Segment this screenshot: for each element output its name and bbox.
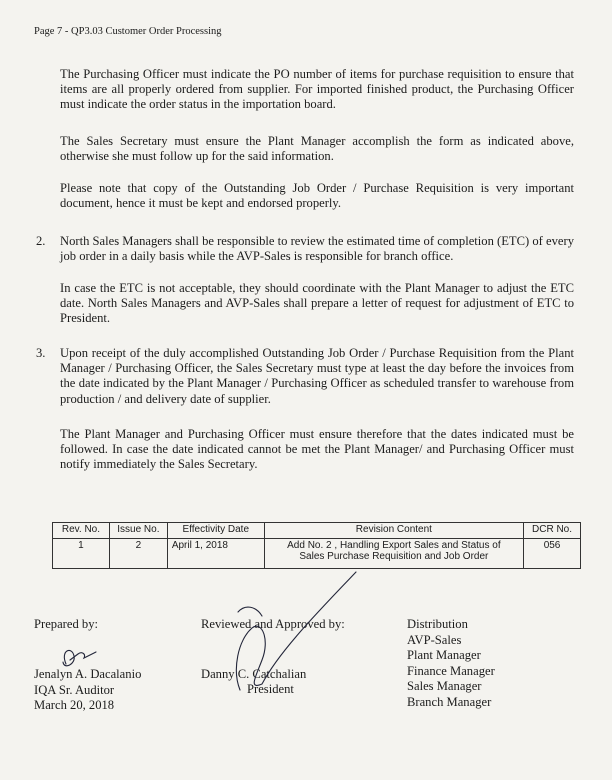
distribution-item-finance-manager: Finance Manager <box>407 663 495 678</box>
revision-table-header-row <box>53 523 581 539</box>
distribution-item-sales-manager: Sales Manager <box>407 679 482 694</box>
prepared-by-title: IQA Sr. Auditor <box>34 682 115 697</box>
prepared-by-name: Jenalyn A. Dacalanio <box>34 667 142 681</box>
reviewed-by-label: Reviewed and Approved by: <box>201 617 345 631</box>
header-rev-no: Rev. No. <box>53 523 110 539</box>
paragraph-dates-followed: The Plant Manager and Purchasing Officer must ensure therefore that the dates indicated must be followed. In case the date indicated cannot be met the Plant Manager/ and Purchasing Officer must notify immediately the Sales Secretary. <box>60 427 574 472</box>
cell-rev-no: 1 <box>53 539 110 569</box>
reviewed-by-title: President <box>247 682 294 696</box>
header-effectivity-date: Effectivity Date <box>167 523 264 539</box>
item-number-3: 3. <box>36 346 46 360</box>
prepared-signature <box>63 650 96 665</box>
distribution-item-plant-manager: Plant Manager <box>407 648 481 663</box>
revision-content-line-2: Sales Purchase Requisition and Job Order <box>299 551 489 562</box>
header-issue-no: Issue No. <box>109 523 167 539</box>
page-header: Page 7 - QP3.03 Customer Order Processing <box>34 26 222 37</box>
prepared-by-label: Prepared by: <box>34 617 98 631</box>
paragraph-copy-note: Please note that copy of the Outstanding Job Order / Purchase Requisition is very important document, hence it must be kept and endorsed properly. <box>60 181 574 211</box>
paragraph-etc-adjustment: In case the ETC is not acceptable, they should coordinate with the Plant Manager to adjust the ETC date. North Sales Managers and AVP-Sales shall prepare a letter of request for adjustment of ETC to President. <box>60 281 574 326</box>
paragraph-item-3: Upon receipt of the duly accomplished Outstanding Job Order / Purchase Requisition from the Plant Manager / Purchasing Officer, the Sales Secretary must type at least the day before the invoices from the date indicated by the Plant Manager / Purchasing Officer as scheduled transfer to warehouse from production / and delivery date of supplier. <box>60 346 574 406</box>
prepared-by-block <box>34 667 141 714</box>
cell-effectivity-date: April 1, 2018 <box>167 539 264 569</box>
revision-table <box>52 522 581 569</box>
paragraph-purchasing-officer: The Purchasing Officer must indicate the PO number of items for purchase requisition to ensure that items are all properly ordered from supplier. For imported finished product, the Purchasing Officer must indicate the order status in the importation board. <box>60 67 574 112</box>
header-dcr-no: DCR No. <box>524 523 581 539</box>
prepared-by-date: March 20, 2018 <box>34 698 115 713</box>
cell-issue-no: 2 <box>109 539 167 569</box>
header-revision-content: Revision Content <box>264 523 523 539</box>
item-number-2: 2. <box>36 234 46 248</box>
cell-revision-content <box>264 539 523 569</box>
distribution-item-branch-manager: Branch Manager <box>407 694 492 709</box>
reviewed-by-name: Danny C. Catchalian <box>201 667 307 681</box>
distribution-label: Distribution <box>407 617 468 631</box>
revision-content-line-1: Add No. 2 , Handling Export Sales and Status of <box>287 540 501 551</box>
distribution-item-avp-sales: AVP-Sales <box>407 632 462 647</box>
paragraph-sales-secretary: The Sales Secretary must ensure the Plant Manager accomplish the form as indicated above, otherwise she must follow up for the said information. <box>60 134 574 164</box>
paragraph-item-2: North Sales Managers shall be responsible to review the estimated time of completion (ETC) of every job order in a daily basis while the AVP-Sales is responsible for branch office. <box>60 234 574 264</box>
cell-dcr-no: 056 <box>524 539 581 569</box>
revision-table-row <box>53 539 581 569</box>
distribution-block <box>407 617 495 711</box>
